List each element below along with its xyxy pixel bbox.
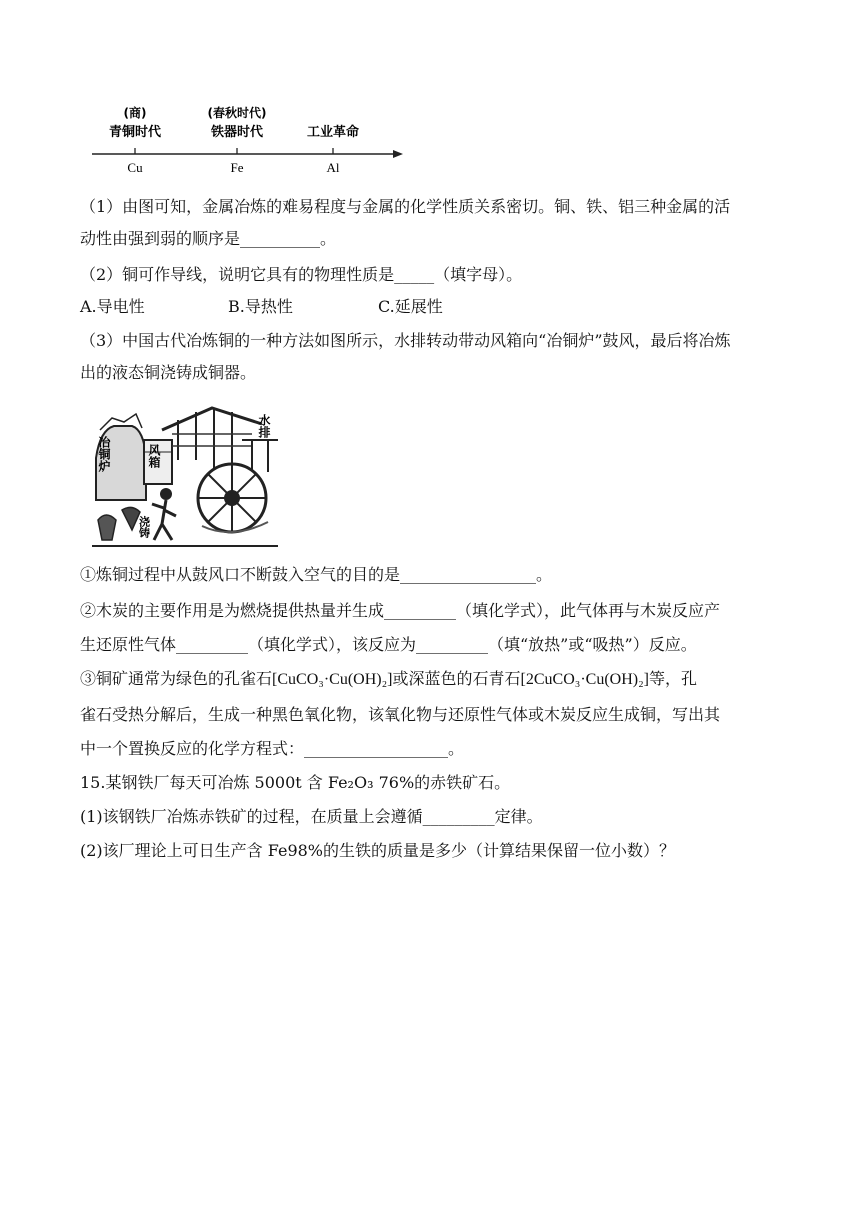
era-period-fe: (春秋时代) <box>207 106 267 120</box>
metal-label-fe: Fe <box>230 160 244 175</box>
era-name-fe: 铁器时代 <box>210 125 264 140</box>
bracket-open-2: [ <box>520 671 526 688</box>
q2-option-c: C.延展性 <box>378 297 443 316</box>
figure-label-furnace: 冶铜炉 <box>97 436 111 472</box>
sub3-line1-a: ③铜矿通常为绿色的孔雀石 <box>80 669 273 688</box>
figure-label-cast: 浇铸 <box>137 516 151 538</box>
sub1-text: ①炼铜过程中从鼓风口不断鼓入空气的目的是_________________。 <box>80 565 553 584</box>
metal-timeline-diagram <box>90 100 410 180</box>
q1-line1: （1）由图可知，金属冶炼的难易程度与金属的化学性质关系密切。铜、铁、铝三种金属的活 <box>80 197 731 216</box>
q2-option-b: B.导热性 <box>228 297 293 316</box>
malachite-formula: CuCO₃·Cu(OH)₂ <box>277 671 388 688</box>
azurite-formula: 2CuCO₃·Cu(OH)₂ <box>525 671 644 688</box>
era-name-al: 工业革命 <box>306 125 360 140</box>
bracket-open-1: [ <box>272 671 278 688</box>
sub3-line1 <box>80 668 780 691</box>
sub2-line2: 生还原性气体_________（填化学式），该反应为_________（填“放热”或“吸热”）反应。 <box>80 635 697 654</box>
figure-label-bellows: 风箱 <box>147 444 161 468</box>
metal-label-al: Al <box>326 160 340 175</box>
q3-line2: 出的液态铜浇铸成铜器。 <box>80 363 257 382</box>
q15-part1: (1)该钢铁厂冶炼赤铁矿的过程，在质量上会遵循_________定律。 <box>80 807 543 826</box>
era-period-cu: (商) <box>123 106 147 120</box>
ancient-smelting-illustration <box>92 400 278 548</box>
q3-line1: （3）中国古代冶炼铜的一种方法如图所示，水排转动带动风箱向“冶铜炉”鼓风，最后将冶炼 <box>80 331 731 350</box>
q2-option-a: A.导电性 <box>80 297 145 316</box>
sub3-line1-b: 或深蓝色的石青石 <box>392 669 521 688</box>
sub3-line3: 中一个置换反应的化学方程式：__________________。 <box>80 739 465 758</box>
timeline-arrow-icon <box>393 150 403 158</box>
bracket-close-1: ] <box>387 671 393 688</box>
sub2-line1: ②木炭的主要作用是为燃烧提供热量并生成_________（填化学式），此气体再与木炭反应产 <box>80 601 721 620</box>
sub3-line2: 雀石受热分解后，生成一种黑色氧化物，该氧化物与还原性气体或木炭反应生成铜，写出其 <box>80 705 721 724</box>
q1-line2: 动性由强到弱的顺序是__________。 <box>80 229 337 248</box>
figure-label-water: 水排 <box>257 414 271 438</box>
era-name-cu: 青铜时代 <box>108 125 162 140</box>
sub3-line1-c: 等，孔 <box>649 669 698 688</box>
bracket-close-2: ] <box>643 671 649 688</box>
q15-stem: 15.某钢铁厂每天可冶炼 5000t 含 Fe₂O₃ 76%的赤铁矿石。 <box>80 773 511 792</box>
q2-stem: （2）铜可作导线，说明它具有的物理性质是_____（填字母）。 <box>80 265 523 284</box>
q15-part2: (2)该厂理论上可日生产含 Fe98%的生铁的质量是多少（计算结果保留一位小数）？ <box>80 841 676 860</box>
metal-label-cu: Cu <box>127 160 143 175</box>
